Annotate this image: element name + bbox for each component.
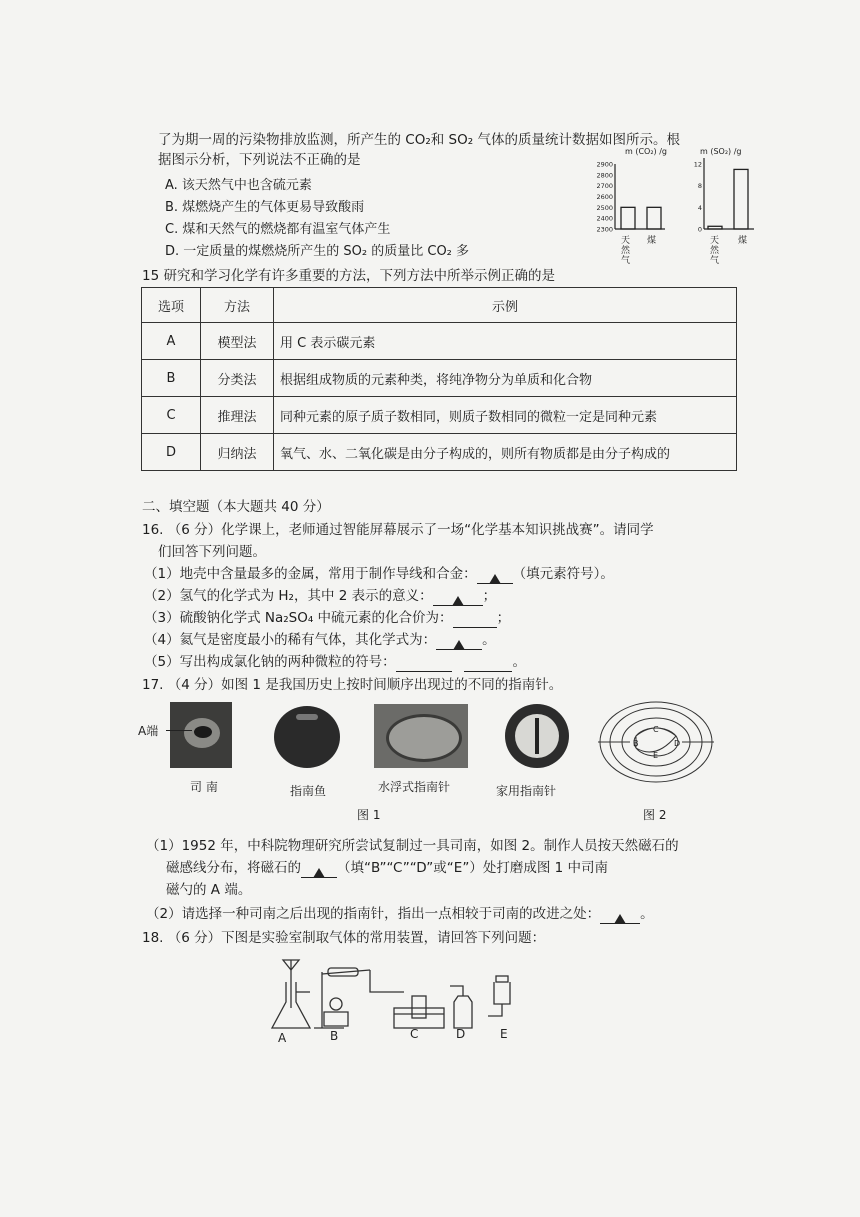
- q16-item-1-text: （1）地壳中含量最多的金属，常用于制作导线和合金：: [144, 566, 477, 582]
- magnetic-field-diagram: [596, 700, 716, 800]
- triangle-marker-icon: [614, 914, 626, 924]
- fish-needle: [296, 714, 318, 720]
- answer-blank[interactable]: [301, 863, 337, 878]
- q16-item-4-text: （4）氦气是密度最小的稀有气体，其化学式为：: [144, 632, 437, 648]
- sinan-spoon: [194, 726, 212, 738]
- answer-blank[interactable]: [436, 635, 482, 650]
- apparatus-label-c: C: [410, 1027, 419, 1041]
- q18-stem: 18. （6 分）下图是实验室制取气体的常用装置，请回答下列问题：: [142, 930, 546, 946]
- fig2-letter-d: D: [674, 739, 681, 748]
- row-method: 分类法: [201, 360, 274, 397]
- row-option: A: [142, 323, 201, 360]
- apparatus-label-a: A: [278, 1031, 287, 1045]
- water-compass-photo: [374, 704, 468, 768]
- row-method: 模型法: [201, 323, 274, 360]
- q16-item-5-post: 。: [512, 654, 526, 670]
- q14-stem-line2: 据图示分析，下列说法不正确的是: [158, 152, 361, 168]
- co2-tick-label: 2700: [596, 182, 613, 191]
- triangle-marker-icon: [452, 596, 464, 606]
- co2-bar-1: [647, 207, 661, 229]
- figure-2-label: 图 2: [643, 808, 667, 822]
- q16-item-4: [144, 630, 496, 650]
- triangle-marker-icon: [453, 640, 465, 650]
- row-example: 根据组成物质的元素种类，将纯净物分为单质和化合物: [274, 360, 737, 397]
- table-row: [142, 323, 737, 360]
- q16-stem-line2: 们回答下列问题。: [158, 544, 266, 560]
- so2-chart-title: m (SO₂) /g: [700, 147, 742, 156]
- so2-bar-chart: [686, 142, 766, 267]
- so2-tick-label: 12: [693, 160, 702, 169]
- header-example: 示例: [274, 288, 737, 323]
- answer-blank[interactable]: [600, 909, 640, 924]
- row-method: 归纳法: [201, 434, 274, 471]
- q16-item-4-post: 。: [482, 632, 496, 648]
- so2-cat-gas-1: 天: [710, 236, 720, 246]
- so2-tick-label: 0: [697, 225, 702, 234]
- row-example: 用 C 表示碳元素: [274, 323, 737, 360]
- co2-tick-label: 2600: [596, 193, 613, 201]
- fig2-letter-b: B: [633, 739, 639, 748]
- answer-blank[interactable]: [464, 657, 512, 672]
- lab-apparatus-diagram: [266, 952, 526, 1045]
- so2-cat-gas-2: 然: [710, 246, 720, 256]
- fish-compass-photo: [274, 706, 340, 768]
- table-row: [142, 434, 737, 471]
- co2-cat-gas-3: 气: [621, 256, 631, 266]
- q14-stem-line1: 了为期一周的污染物排放监测，所产生的 CO₂和 SO₂ 气体的质量统计数据如图所示。根: [158, 132, 680, 148]
- q16-item-3-text: （3）硫酸钠化学式 Na₂SO₄ 中硫元素的化合价为：: [144, 610, 453, 626]
- compass-needle: [535, 718, 539, 754]
- co2-cat-gas-1: 天: [621, 236, 631, 246]
- answer-blank[interactable]: [477, 569, 513, 584]
- row-option: D: [142, 434, 201, 471]
- co2-bar-0: [621, 207, 635, 229]
- table-row: [142, 360, 737, 397]
- so2-cat-gas-3: 气: [710, 256, 720, 266]
- q14-option-d: D. 一定质量的煤燃烧所产生的 SO₂ 的质量比 CO₂ 多: [165, 244, 470, 259]
- q17-part1-post: （填“B”“C”“D”或“E”）处打磨成图 1 中司南: [337, 860, 608, 876]
- household-compass-photo: [505, 704, 569, 768]
- q17-part1-line2: [166, 858, 608, 878]
- co2-chart-title: m (CO₂) /g: [625, 147, 667, 156]
- sinan-photo: [170, 702, 232, 768]
- q16-item-3: [144, 608, 510, 628]
- fig2-letter-c: C: [653, 725, 659, 734]
- q16-stem-line1: 16. （6 分）化学课上，老师通过智能屏幕展示了一场“化学基本知识挑战赛”。请同学: [142, 522, 654, 538]
- answer-blank[interactable]: [396, 657, 452, 672]
- a-end-pointer-line: [166, 730, 192, 731]
- row-option: B: [142, 360, 201, 397]
- q16-item-5: [144, 652, 526, 672]
- co2-tick-label: 2300: [596, 225, 613, 234]
- caption-water-compass: 水浮式指南针: [378, 780, 451, 794]
- co2-cat-gas-2: 然: [621, 246, 631, 256]
- fig2-letter-e: E: [653, 751, 659, 760]
- caption-household: 家用指南针: [496, 784, 557, 798]
- so2-bar-0: [708, 226, 722, 229]
- triangle-marker-icon: [313, 868, 325, 878]
- co2-tick-label: 2400: [596, 214, 613, 223]
- row-method: 推理法: [201, 397, 274, 434]
- co2-cat-coal: 煤: [647, 236, 657, 246]
- q17-part2-text: （2）请选择一种司南之后出现的指南针，指出一点相较于司南的改进之处：: [146, 906, 601, 922]
- q17-part1-pre: 磁感线分布，将磁石的: [166, 860, 301, 876]
- q17-part1-line1: （1）1952 年，中科院物理研究所尝试复制过一具司南，如图 2。制作人员按天然磁石的: [146, 838, 679, 854]
- q16-item-1: [144, 564, 614, 584]
- co2-tick-label: 2800: [596, 171, 613, 180]
- q14-option-b: B. 煤燃烧产生的气体更易导致酸雨: [165, 200, 365, 215]
- q16-item-2-text: （2）氢气的化学式为 H₂，其中 2 表示的意义：: [144, 588, 433, 604]
- apparatus-label-e: E: [500, 1027, 508, 1041]
- q16-item-3-post: ；: [496, 610, 511, 626]
- so2-tick-label: 8: [697, 182, 702, 191]
- q16-item-2-post: ；: [482, 588, 497, 604]
- row-example: 同种元素的原子质子数相同，则质子数相同的微粒一定是同种元素: [274, 397, 737, 434]
- row-example: 氧气、水、二氧化碳是由分子构成的，则所有物质都是由分子构成的: [274, 434, 737, 471]
- header-option: 选项: [142, 288, 201, 323]
- answer-blank[interactable]: [433, 591, 483, 606]
- co2-bar-chart: [585, 142, 685, 267]
- so2-cat-coal: 煤: [738, 236, 748, 246]
- q16-item-5-text: （5）写出构成氯化钠的两种微粒的符号：: [144, 654, 396, 670]
- q17-part1-line3: 磁勺的 A 端。: [166, 882, 252, 898]
- table-row: [142, 397, 737, 434]
- apparatus-label-b: B: [330, 1029, 339, 1043]
- caption-sinan: 司 南: [190, 780, 218, 794]
- row-option: C: [142, 397, 201, 434]
- water-bowl: [386, 714, 462, 762]
- so2-tick-label: 4: [697, 203, 702, 212]
- so2-bar-1: [734, 169, 748, 229]
- q16-item-1-post: （填元素符号）。: [512, 566, 614, 582]
- sinan-a-end-label: A端: [138, 724, 159, 738]
- q17-part2: （2）请选择一种司南之后出现的指南针，指出一点相较于司南的改进之处： 。: [146, 906, 654, 922]
- q15-stem: 15 研究和学习化学有许多重要的方法，下列方法中所举示例正确的是: [142, 268, 555, 284]
- answer-blank[interactable]: [453, 613, 497, 628]
- apparatus-label-d: D: [456, 1027, 466, 1041]
- q15-methods-table: [141, 287, 737, 471]
- q16-item-2: [144, 586, 496, 606]
- q14-option-a: A. 该天然气中也含硫元素: [165, 178, 312, 193]
- co2-tick-label: 2900: [596, 160, 613, 169]
- section-heading: 二、填空题（本大题共 40 分）: [142, 499, 330, 515]
- q17-stem: 17. （4 分）如图 1 是我国历史上按时间顺序出现过的不同的指南针。: [142, 677, 563, 693]
- co2-tick-label: 2500: [596, 203, 613, 212]
- header-method: 方法: [201, 288, 274, 323]
- q14-option-c: C. 煤和天然气的燃烧都有温室气体产生: [165, 222, 391, 237]
- table-header-row: [142, 288, 737, 323]
- figure-1-label: 图 1: [357, 808, 381, 822]
- caption-fish: 指南鱼: [290, 784, 327, 798]
- triangle-marker-icon: [489, 574, 501, 584]
